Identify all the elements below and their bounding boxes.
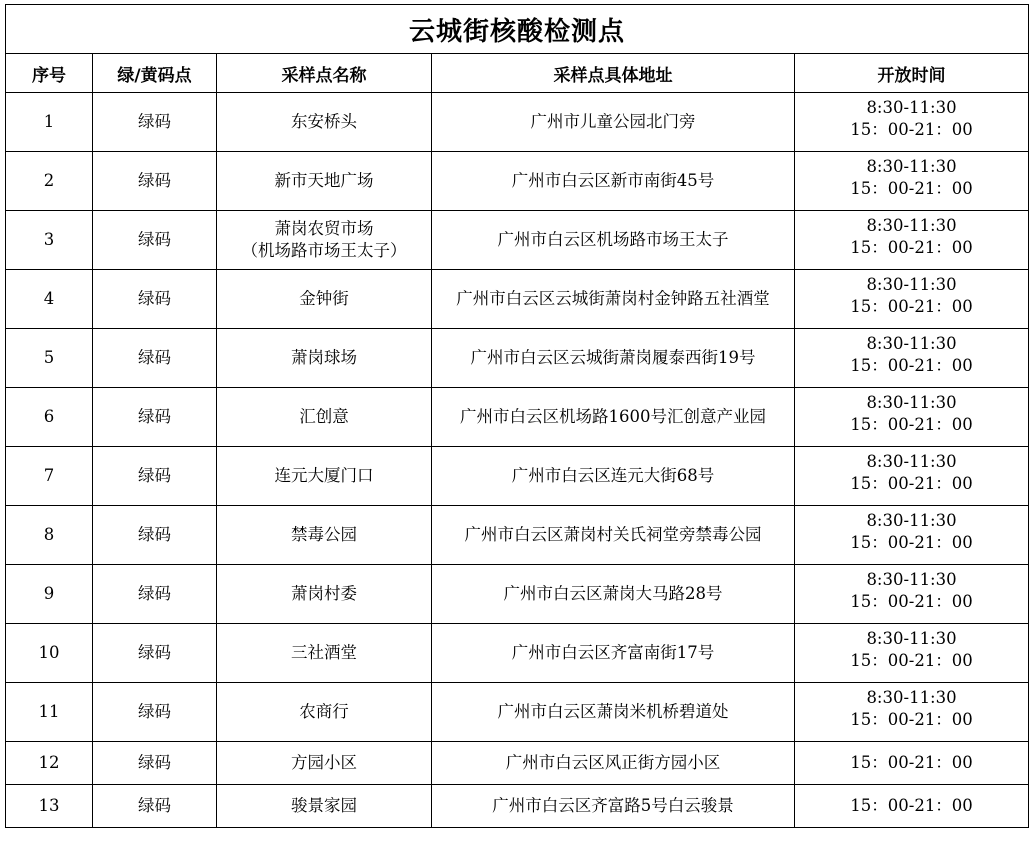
row-index: 6 [6,388,93,447]
table-row [6,742,1029,785]
row-code: 绿码 [93,211,217,270]
site-name-line1: 新市天地广场 [274,171,374,190]
row-site-name [217,565,432,624]
hours-morning: 8:30-11:30 [866,216,957,235]
row-hours [795,506,1029,565]
row-hours [795,152,1029,211]
header-name: 采样点名称 [217,54,432,93]
row-hours [795,388,1029,447]
row-hours [795,565,1029,624]
table-row [6,683,1029,742]
row-code: 绿码 [93,785,217,828]
row-index: 13 [6,785,93,828]
site-name-line2: （机场路市场王太子） [241,241,407,260]
row-hours [795,683,1029,742]
table-row [6,565,1029,624]
hours-afternoon: 15：00-21：00 [850,179,973,198]
row-hours [795,447,1029,506]
row-code: 绿码 [93,388,217,447]
site-name-line1: 禁毒公园 [291,525,357,544]
row-index: 7 [6,447,93,506]
testing-sites-table [5,4,1029,828]
site-name-line1: 连元大厦门口 [274,466,374,485]
row-code: 绿码 [93,565,217,624]
site-name-line1: 三社酒堂 [291,643,357,662]
hours-afternoon: 15：00-21：00 [850,533,973,552]
table-row [6,152,1029,211]
table-row [6,93,1029,152]
hours-morning: 8:30-11:30 [866,570,957,589]
row-index: 5 [6,329,93,388]
row-address: 广州市白云区连元大街68号 [432,447,795,506]
site-name-line1: 萧岗农贸市场 [274,219,374,238]
row-address: 广州市白云区齐富南街17号 [432,624,795,683]
row-site-name [217,270,432,329]
hours-morning: 8:30-11:30 [866,334,957,353]
site-name-line1: 金钟街 [299,289,349,308]
header-code: 绿/黄码点 [93,54,217,93]
header-index: 序号 [6,54,93,93]
hours-morning: 8:30-11:30 [866,688,957,707]
header-hours: 开放时间 [795,54,1029,93]
header-row [6,54,1029,93]
row-code: 绿码 [93,683,217,742]
row-address: 广州市白云区机场路市场王太子 [432,211,795,270]
row-address: 广州市白云区萧岗大马路28号 [432,565,795,624]
row-site-name [217,683,432,742]
table-row [6,388,1029,447]
row-hours [795,93,1029,152]
table-row [6,785,1029,828]
hours-morning: 8:30-11:30 [866,157,957,176]
hours-morning: 8:30-11:30 [866,393,957,412]
site-name-line1: 东安桥头 [291,112,357,131]
row-hours [795,624,1029,683]
row-hours [795,329,1029,388]
table-row [6,270,1029,329]
row-index: 3 [6,211,93,270]
hours-morning: 8:30-11:30 [866,452,957,471]
row-code: 绿码 [93,624,217,683]
row-index: 11 [6,683,93,742]
table-row [6,329,1029,388]
site-name-line1: 汇创意 [299,407,349,426]
table-row [6,447,1029,506]
row-hours [795,270,1029,329]
site-name-line1: 萧岗村委 [291,584,357,603]
site-name-line1: 方园小区 [291,753,357,772]
hours-afternoon: 15：00-21：00 [850,753,973,772]
row-code: 绿码 [93,270,217,329]
row-code: 绿码 [93,447,217,506]
row-site-name [217,152,432,211]
row-index: 4 [6,270,93,329]
hours-afternoon: 15：00-21：00 [850,415,973,434]
row-address: 广州市白云区齐富路5号白云骏景 [432,785,795,828]
row-site-name [217,785,432,828]
hours-morning: 8:30-11:30 [866,629,957,648]
row-hours [795,785,1029,828]
row-site-name [217,447,432,506]
hours-afternoon: 15：00-21：00 [850,120,973,139]
hours-afternoon: 15：00-21：00 [850,356,973,375]
hours-afternoon: 15：00-21：00 [850,710,973,729]
row-code: 绿码 [93,506,217,565]
header-address: 采样点具体地址 [432,54,795,93]
hours-morning: 8:30-11:30 [866,98,957,117]
hours-afternoon: 15：00-21：00 [850,592,973,611]
row-site-name [217,211,432,270]
row-index: 1 [6,93,93,152]
row-site-name [217,329,432,388]
row-site-name [217,93,432,152]
row-site-name [217,624,432,683]
table-row [6,211,1029,270]
row-index: 9 [6,565,93,624]
row-code: 绿码 [93,93,217,152]
row-hours [795,211,1029,270]
row-code: 绿码 [93,742,217,785]
row-code: 绿码 [93,329,217,388]
row-address: 广州市白云区云城街萧岗村金钟路五社酒堂 [432,270,795,329]
hours-morning: 8:30-11:30 [866,275,957,294]
row-index: 2 [6,152,93,211]
hours-afternoon: 15：00-21：00 [850,238,973,257]
row-address: 广州市白云区云城街萧岗履泰西街19号 [432,329,795,388]
row-hours [795,742,1029,785]
row-address: 广州市白云区萧岗米机桥碧道处 [432,683,795,742]
row-address: 广州市白云区萧岗村关氏祠堂旁禁毒公园 [432,506,795,565]
row-index: 12 [6,742,93,785]
table-row [6,624,1029,683]
row-site-name [217,742,432,785]
table-title: 云城街核酸检测点 [6,5,1029,54]
site-name-line1: 骏景家园 [291,796,357,815]
hours-afternoon: 15：00-21：00 [850,474,973,493]
row-site-name [217,388,432,447]
row-address: 广州市白云区风正街方园小区 [432,742,795,785]
hours-afternoon: 15：00-21：00 [850,651,973,670]
row-address: 广州市白云区机场路1600号汇创意产业园 [432,388,795,447]
hours-afternoon: 15：00-21：00 [850,297,973,316]
row-index: 10 [6,624,93,683]
site-name-line1: 农商行 [299,702,349,721]
table-row [6,506,1029,565]
row-address: 广州市儿童公园北门旁 [432,93,795,152]
row-address: 广州市白云区新市南街45号 [432,152,795,211]
row-code: 绿码 [93,152,217,211]
row-index: 8 [6,506,93,565]
hours-morning: 8:30-11:30 [866,511,957,530]
row-site-name [217,506,432,565]
hours-afternoon: 15：00-21：00 [850,796,973,815]
site-name-line1: 萧岗球场 [291,348,357,367]
table-body [6,93,1029,828]
